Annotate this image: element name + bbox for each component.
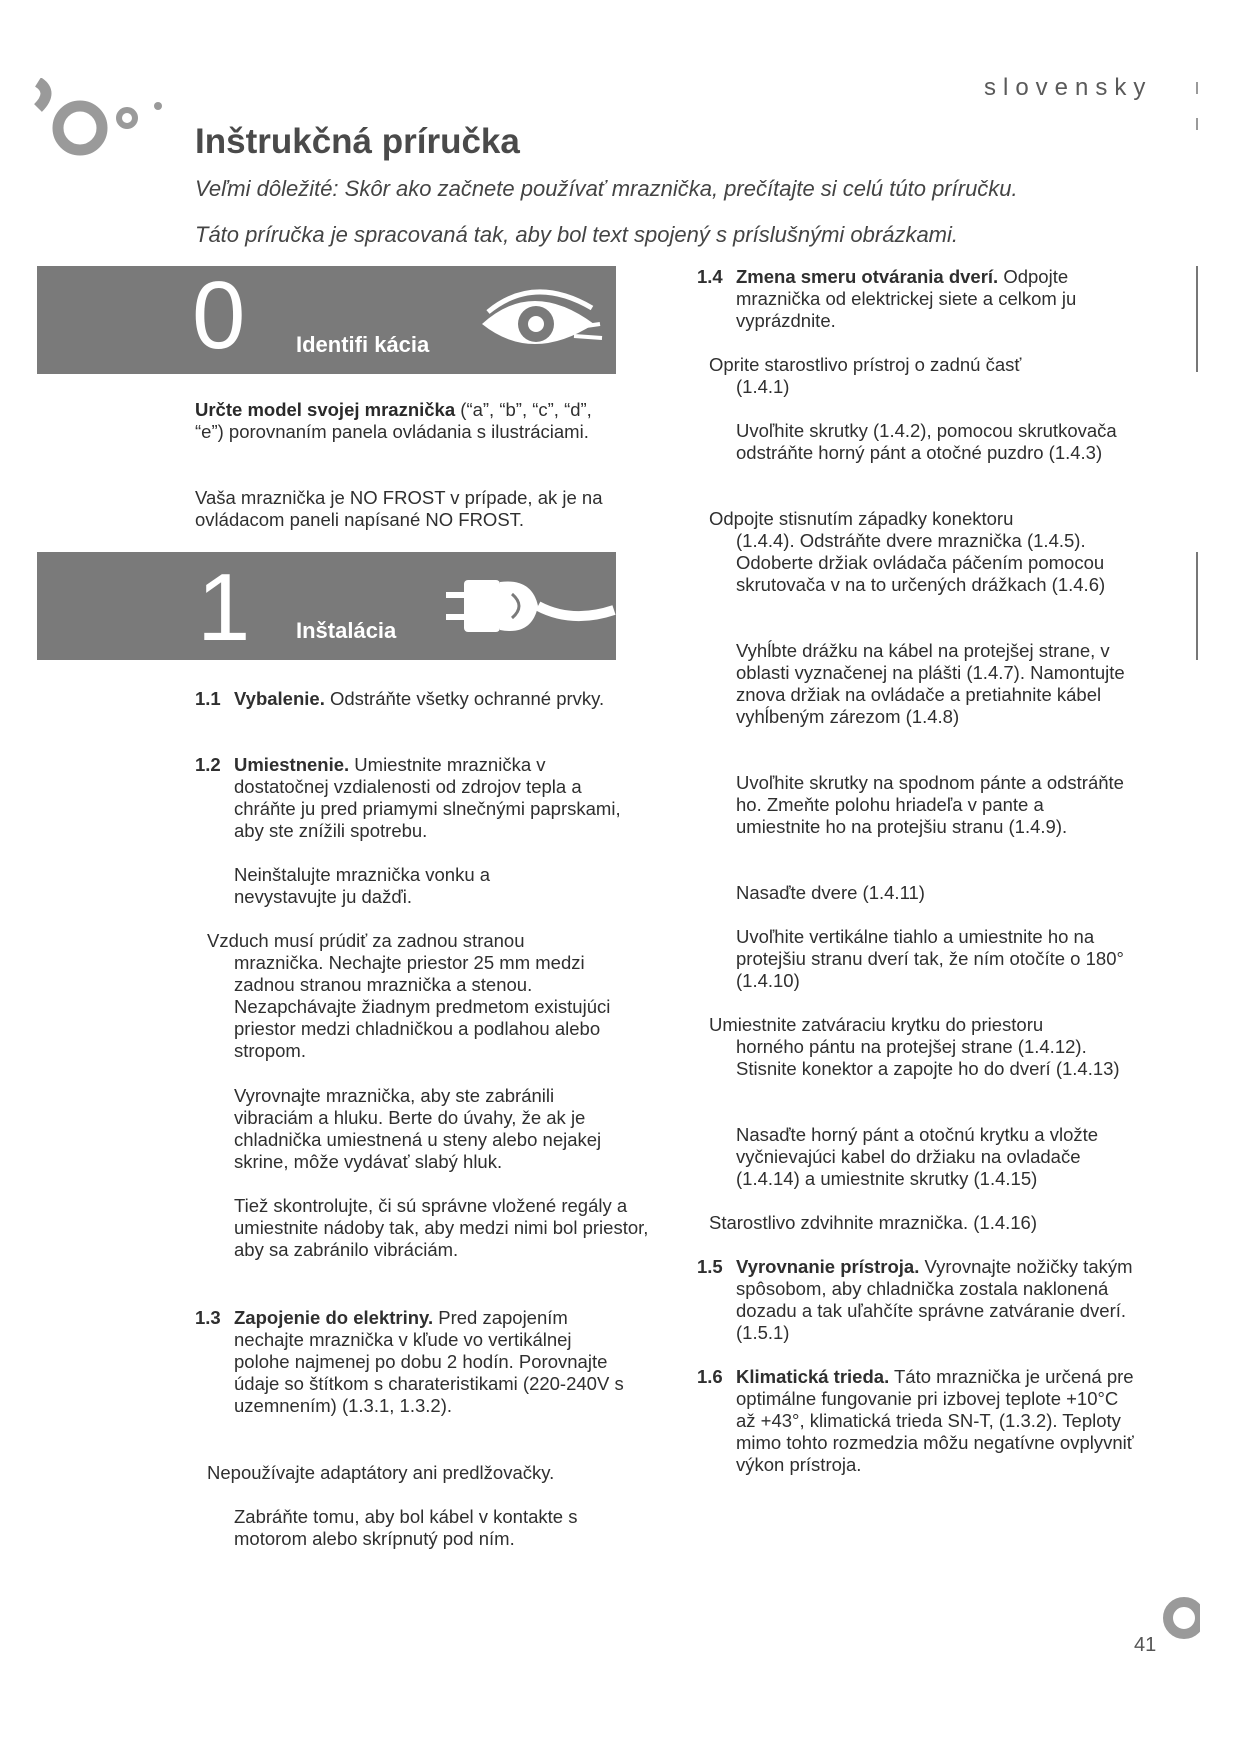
section-text: Odstráňte všetky ochranné prvky. bbox=[324, 688, 605, 709]
para-rest: horného pántu na protejšej strane (1.4.12). Stisnite konektor a zapojte ho do dverí (1.4.13) bbox=[736, 1036, 1120, 1079]
para-first-line: Oprite starostlivo prístroj o zadnú časť bbox=[709, 354, 1022, 375]
section-0-banner bbox=[37, 262, 616, 374]
section-text: Pred zapojením nechajte mraznička v kľude vo vertikálnej polohe najmenej po dobu 2 hodín. Porovnajte údaje so štítkom s charateristikami (220-240V s uzemnením) (1.3.1, 1.3.2). bbox=[234, 1307, 624, 1416]
para-rest: (1.4.1) bbox=[736, 376, 790, 397]
section-number: 1.4 bbox=[697, 266, 723, 287]
section-1-2-paragraph-3 bbox=[207, 930, 627, 1062]
para-rest: mraznička. Nechajte priestor 25 mm medzi zadnou stranou mraznička a stenou. Nezapchávajte žiadnym predmetom existujúci priestor medzi chladničkou a podlahou alebo stropom. bbox=[234, 952, 611, 1061]
ring-icon bbox=[1160, 1590, 1200, 1646]
section-number: 1.5 bbox=[697, 1256, 723, 1277]
section-1-4-step-6: Nasaďte dvere (1.4.11) bbox=[736, 882, 925, 903]
section-1-2-paragraph-4: Vyrovnajte mraznička, aby ste zabránili vibraciám a hluku. Berte do úvahy, že ak je chladnička umiestnená u steny alebo nejakej skrine, môže vydávať slabý hluk. bbox=[234, 1085, 602, 1172]
section-1-4-step-2: Uvoľhite skrutky (1.4.2), pomocou skrutkovača odstráňte horný pánt a otočné puzdro (1.4.3) bbox=[736, 420, 1117, 463]
intro-line-2: Táto príručka je spracovaná tak, aby bol text spojený s príslušnými obrázkami. bbox=[195, 222, 959, 247]
section-text: Vyrovnajte nožičky takým spôsobom, aby chladnička zostala naklonená dozadu a tak uľahčíte správne zatváranie dverí. (1.5.1) bbox=[736, 1256, 1133, 1343]
section-0-paragraph-1 bbox=[195, 399, 615, 443]
section-0-label: Identifi kácia bbox=[296, 332, 430, 357]
section-number: 1.3 bbox=[195, 1307, 221, 1328]
section-text: Umiestnite mraznička v dostatočnej vzdialenosti od zdrojov tepla a chráňte ju pred priamymi slnečnými paprskami, aby ste znížili spotrebu. bbox=[234, 754, 621, 841]
section-1-2-paragraph-5: Tiež skontrolujte, či sú správne vložené regály a umiestnite nádoby tak, aby medzi nimi bol priestor, aby sa zabránilo vibráciám. bbox=[234, 1195, 649, 1260]
eye-icon bbox=[474, 284, 610, 358]
section-0-paragraph-2: Vaša mraznička je NO FROST v prípade, ak je na ovládacom paneli napísané NO FROST. bbox=[195, 487, 603, 530]
page-title: Inštrukčná príručka bbox=[195, 122, 520, 161]
margin-tick bbox=[1196, 82, 1198, 94]
section-1-label: Inštalácia bbox=[296, 618, 397, 643]
margin-tick bbox=[1196, 118, 1198, 130]
margin-bar bbox=[1196, 552, 1198, 660]
section-title: Umiestnenie. bbox=[234, 754, 350, 775]
section-title: Zapojenie do elektriny. bbox=[234, 1307, 434, 1328]
margin-bar bbox=[1196, 266, 1198, 372]
plug-icon bbox=[442, 568, 616, 654]
section-1-4-step-1 bbox=[709, 354, 1139, 398]
section-1-4-step-5: Uvoľhite skrutky na spodnom pánte a odstráňte ho. Zmeňte polohu hriadeľa v pante a umiestnite ho na protejšiu stranu (1.4.9). bbox=[736, 772, 1124, 837]
section-1-4-step-7: Uvoľhite vertikálne tiahlo a umiestnite ho na protejšiu stranu dverí tak, že ním otočíte o 180° (1.4.10) bbox=[736, 926, 1124, 991]
section-1-number: 1 bbox=[197, 554, 251, 661]
para-first-line: Umiestnite zatváraciu krytku do priestoru bbox=[709, 1014, 1044, 1035]
section-number: 1.1 bbox=[195, 688, 221, 709]
section-1-3 bbox=[195, 1307, 625, 1417]
section-1-4-step-3 bbox=[709, 508, 1139, 596]
section-title: Klimatická trieda. bbox=[736, 1366, 890, 1387]
section-1-4 bbox=[697, 266, 1137, 332]
section-1-3-paragraph-3: Zabráňte tomu, aby bol kábel v kontakte s motorom alebo skrípnutý pod ním. bbox=[234, 1506, 578, 1549]
page-number: 41 bbox=[1134, 1634, 1157, 1656]
section-text: Odpojte mraznička od elektrickej siete a celkom ju vyprázdnite. bbox=[736, 266, 1077, 331]
section-number: 1.2 bbox=[195, 754, 221, 775]
section-title: Zmena smeru otvárania dverí. bbox=[736, 266, 999, 287]
section-1-3-paragraph-2: Nepoužívajte adaptátory ani predlžovačky. bbox=[207, 1462, 555, 1483]
section-1-6 bbox=[697, 1366, 1137, 1476]
circles-logo-icon bbox=[30, 78, 170, 178]
section-1-4-step-8 bbox=[709, 1014, 1139, 1080]
para-first-line: Odpojte stisnutím západky konektoru bbox=[709, 508, 1014, 529]
section-1-4-step-10: Starostlivo zdvihnite mraznička. (1.4.16) bbox=[709, 1212, 1037, 1233]
section-text: Táto mraznička je určená pre optimálne fungovanie pri izbovej teplote +10°C až +43°, klimatická trieda SN-T, (1.3.2). Teploty mimo tohto rozmedzia môžu negatívne ovplyvniť výkon prístroja. bbox=[736, 1366, 1134, 1475]
para-first-line: Vzduch musí prúdiť za zadnou stranou bbox=[207, 930, 525, 951]
para-rest: (1.4.4). Odstráňte dvere mraznička (1.4.5). Odoberte držiak ovládača páčením pomocou skrutovača v na to určených drážkach (1.4.6) bbox=[736, 530, 1106, 595]
section-title: Vybalenie. bbox=[234, 688, 325, 709]
section-1-4-step-9: Nasaďte horný pánt a otočnú krytku a vložte vyčnievajúci kabel do držiaku na ovladače (1.4.14) a umiestnite skrutky (1.4.15) bbox=[736, 1124, 1099, 1189]
section-0-number: 0 bbox=[192, 262, 246, 369]
section-1-1 bbox=[195, 688, 625, 710]
section-1-4-step-4: Vyhĺbte drážku na kábel na protejšej strane, v oblasti vyznačenej na plášti (1.4.7). Namontujte znova držiak na ovládače a pretiahnite kábel vyhĺbeným zárezom (1.4.8) bbox=[736, 640, 1125, 727]
section-1-2 bbox=[195, 754, 625, 842]
language-label: slovensky bbox=[984, 74, 1153, 101]
para-bold: Určte model svojej mraznička bbox=[195, 399, 456, 420]
section-1-banner bbox=[37, 552, 616, 660]
section-1-2-paragraph-2: Neinštalujte mraznička vonku a nevystavujte ju dažďi. bbox=[234, 864, 491, 907]
section-number: 1.6 bbox=[697, 1366, 723, 1387]
intro-line-1: Veľmi dôležité: Skôr ako začnete používať mraznička, prečítajte si celú túto príručku. bbox=[195, 176, 1018, 201]
para-text: (“a”, “b”, “c”, “d”, “e”) porovnaním panela ovládania s ilustráciami. bbox=[195, 399, 592, 442]
section-title: Vyrovnanie prístroja. bbox=[736, 1256, 920, 1277]
section-1-5 bbox=[697, 1256, 1137, 1344]
